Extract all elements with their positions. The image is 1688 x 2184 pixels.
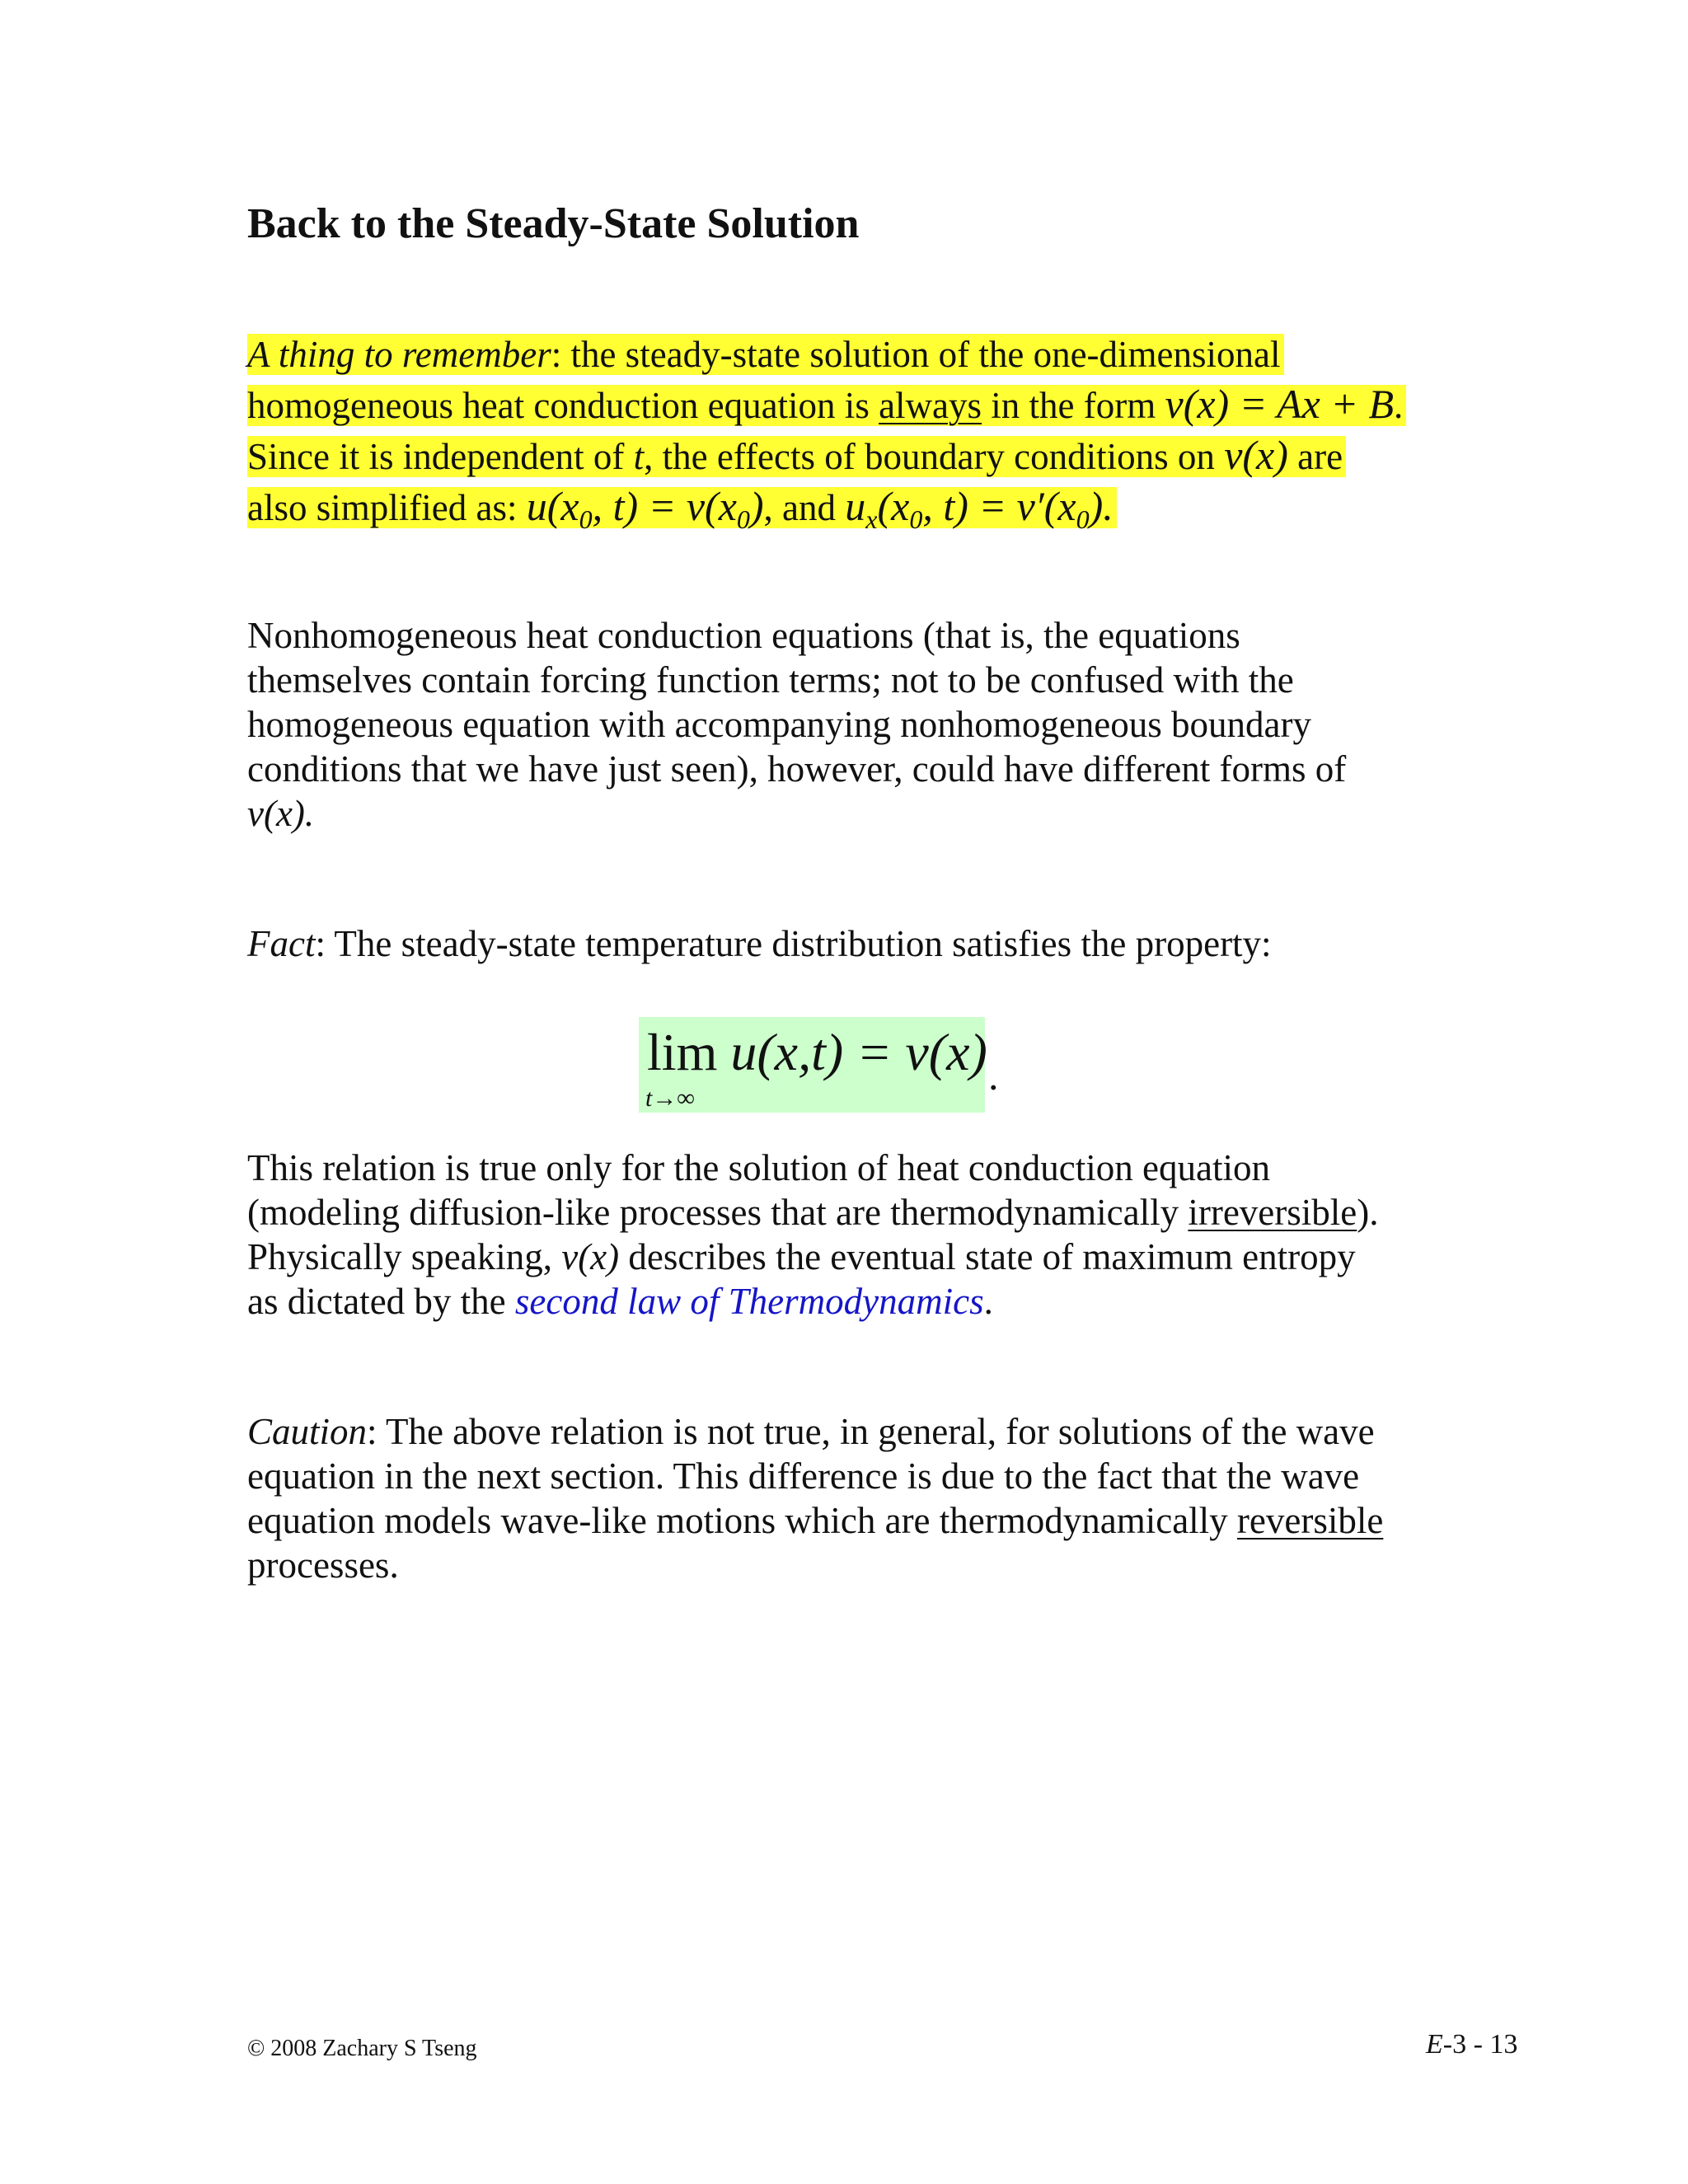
- equation-highlight-box: [639, 1017, 985, 1113]
- limit-equation: [639, 1017, 999, 1113]
- relation-line-3b: describes the eventual state of maximum entropy: [619, 1236, 1356, 1277]
- relation-line-3a: Physically speaking,: [247, 1236, 562, 1277]
- nonhomog-line-1: Nonhomogeneous heat conduction equations (that is, the equations: [247, 615, 1240, 656]
- remember-block: [247, 330, 1442, 532]
- boundary-formula-1: $u(x_0$, $t) = v(x_0)$: [526, 483, 764, 534]
- caution-line-2: equation in the next section. This difference is due to the fact that the wave: [247, 1455, 1360, 1497]
- nonhomogeneous-paragraph: [247, 613, 1442, 836]
- irreversible-underlined: irreversible: [1188, 1192, 1357, 1233]
- fact-paragraph: [247, 921, 1442, 966]
- caution-line-1: : The above relation is not true, in general, for solutions of the wave: [367, 1411, 1375, 1452]
- thermodynamics-link[interactable]: second law of Thermodynamics: [514, 1281, 984, 1322]
- caution-paragraph: [247, 1409, 1442, 1587]
- caution-label: Caution: [247, 1411, 368, 1452]
- remember-text-3c: are: [1287, 436, 1343, 477]
- remember-text-2b: in the form: [982, 385, 1165, 426]
- remember-text-2-end: .: [1394, 385, 1404, 426]
- relation-line-2a: (modeling diffusion-like processes that are thermodynamically: [247, 1192, 1189, 1233]
- nonhomog-line-4: conditions that we have just seen), however, could have different forms of: [247, 748, 1347, 790]
- variable-t: t: [633, 436, 645, 477]
- steady-state-formula: v(x) = Ax + B: [1165, 381, 1395, 427]
- equation-main: [647, 1022, 987, 1083]
- relation-line-1: This relation is true only for the solution of heat conduction equation: [247, 1147, 1270, 1188]
- caution-line-3a: equation models wave-like motions which are thermodynamically: [247, 1500, 1237, 1541]
- relation-paragraph: [247, 1146, 1442, 1324]
- reversible-underlined: reversible: [1236, 1500, 1384, 1541]
- remember-label: A thing to remember: [247, 334, 551, 375]
- variable-vx: v(x): [1224, 432, 1288, 478]
- section-title: Back to the Steady-State Solution: [247, 200, 860, 247]
- fact-text: : The steady-state temperature distribution satisfies the property:: [315, 923, 1272, 964]
- fact-label: Fact: [247, 923, 316, 964]
- relation-vx: v(x): [561, 1236, 620, 1277]
- relation-line-4b: .: [983, 1281, 993, 1322]
- remember-text-3b: , the effects of boundary conditions on: [644, 436, 1225, 477]
- relation-line-2b: ).: [1357, 1192, 1379, 1233]
- limit-subscript: t→∞: [645, 1085, 695, 1112]
- nonhomog-line-2: themselves contain forcing function terms; not to be confused with the: [247, 659, 1294, 701]
- remember-text-3a: Since it is independent of: [247, 436, 634, 477]
- footer-copyright: © 2008 Zachary S Tseng: [247, 2036, 477, 2061]
- lim-operator: lim: [647, 1023, 718, 1081]
- relation-line-4a: as dictated by the: [247, 1281, 515, 1322]
- footer-page-number: E-3 - 13: [1426, 2029, 1518, 2060]
- nonhomog-line-3: homogeneous equation with accompanying nonhomogeneous boundary: [247, 704, 1311, 745]
- equation-expression: u(x,t) = v(x): [730, 1023, 987, 1081]
- remember-text-4a: also simplified as:: [247, 487, 527, 528]
- remember-text-and: , and: [763, 487, 846, 528]
- remember-text-2a: homogeneous heat conduction equation is: [247, 385, 879, 426]
- nonhomog-line-5: v(x).: [247, 793, 315, 834]
- always-underlined: always: [879, 385, 982, 426]
- boundary-formula-2: $u_x(x_0$, $t) = v'(x_0)$.: [845, 483, 1114, 534]
- equation-period: .: [988, 1052, 999, 1099]
- caution-line-4: processes.: [247, 1544, 399, 1586]
- remember-text-1: : the steady-state solution of the one-dimensional: [551, 334, 1281, 375]
